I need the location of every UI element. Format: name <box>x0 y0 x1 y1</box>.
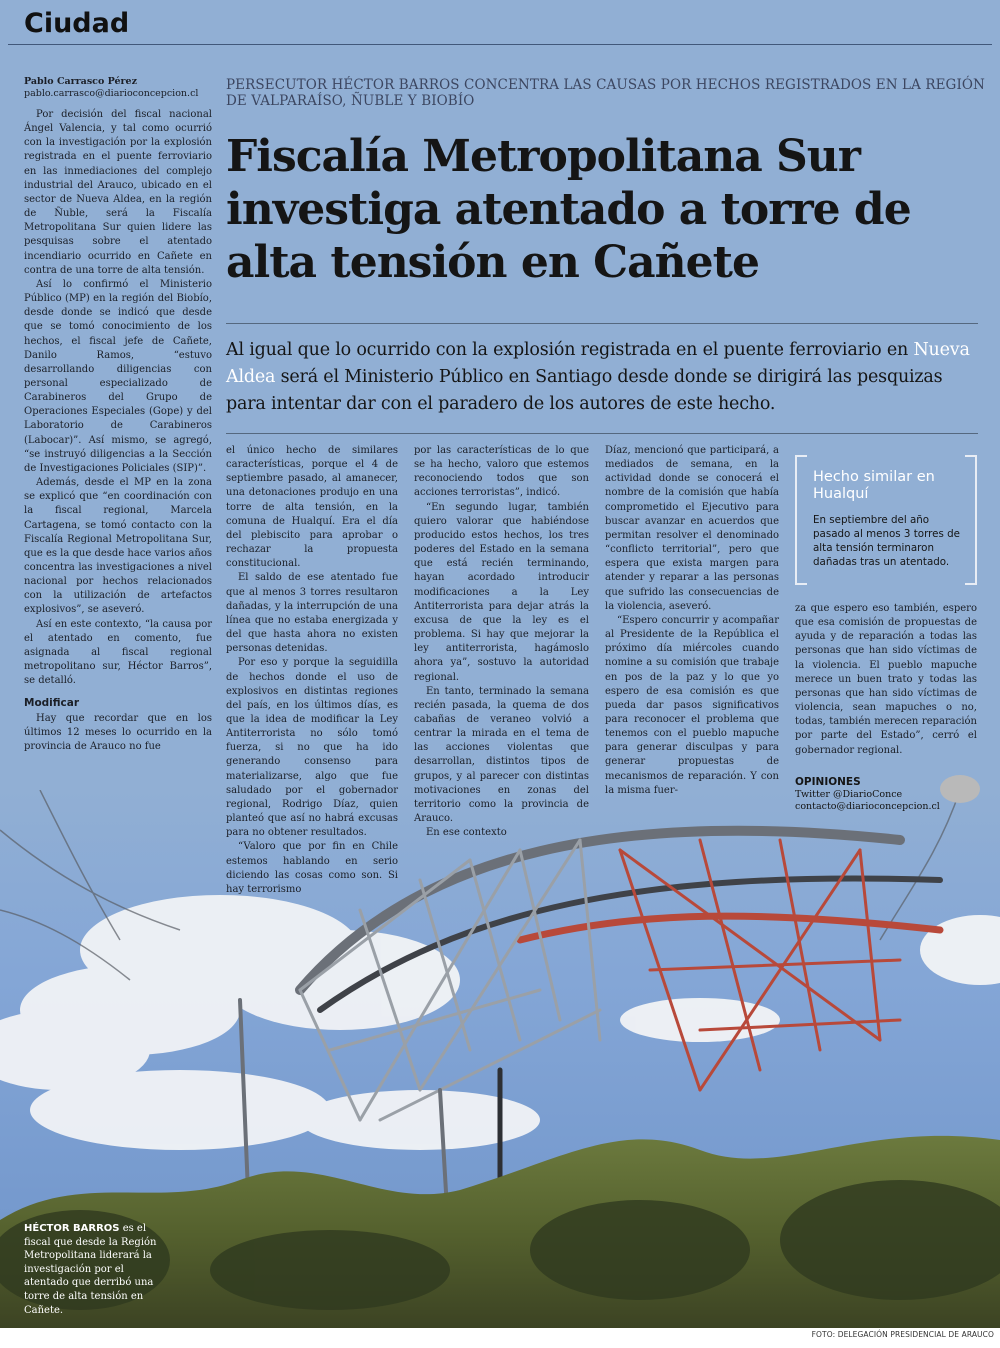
related-box <box>795 455 977 585</box>
column-1 <box>24 108 212 754</box>
kicker: PERSECUTOR HÉCTOR BARROS CONCENTRA LAS CAUSAS POR HECHOS REGISTRADOS EN LA REGIÓN DE VALPARAÍSO, ÑUBLE Y BIOBÍO <box>226 77 985 109</box>
deck-divider <box>226 433 978 434</box>
box-corner <box>797 455 807 457</box>
paragraph: En tanto, terminado la semana recién pasada, la quema de dos cabañas de veraneo volvió a centrar la mirada en el tema de las acciones violentas que desarrollan, distintos tipos de grupos, y al parecer con distintas motivaciones en zonas del territorio como la provincia de Arauco. <box>414 685 589 825</box>
headline <box>226 130 996 289</box>
caption-name: HÉCTOR BARROS <box>24 1223 120 1234</box>
author-email[interactable]: pablo.carrasco@diarioconcepcion.cl <box>24 88 199 99</box>
speech-bubble-icon <box>940 775 980 803</box>
column-2 <box>226 444 398 897</box>
headline-part-2: a torre de alta tensión en Cañete <box>226 184 911 288</box>
column-5 <box>795 602 977 758</box>
opinions-label: OPINIONES <box>795 776 861 788</box>
author-name: Pablo Carrasco Pérez <box>24 76 137 87</box>
paragraph: Así en este contexto, “la causa por el atentado en comento, fue asignada al fiscal regional metropolitano sur, Héctor Barros”, se detalló. <box>24 618 212 687</box>
opinions-twitter[interactable]: Twitter @DiarioConce <box>795 788 903 800</box>
paragraph: el único hecho de similares características, porque el 4 de septiembre pasado, al amanecer, una detonaciones produjo en una torre de alta tensión, en la comuna de Hualquí. Era el día del plebiscito para aprobar o rechazar la propuesta constitucional. <box>226 445 398 570</box>
deck-part-2: será el Ministerio Público en Santiago desde donde se dirigirá las pesquizas para intentar dar con el paradero de los autores de este hecho. <box>226 367 943 414</box>
paragraph: “Espero concurrir y acompañar al Presidente de la República el próximo día miércoles cuando nomine a su comisión que trabaje en pos de la paz y lo que yo espero de esa comisión es que pueda dar pasos significativos para reconocer el problema que tenemos con el pueblo mapuche para generar disculpas y para generar propuestas de mecanismos de reparación. Y con la misma fuer- <box>605 614 779 796</box>
column-3 <box>414 444 589 840</box>
deck <box>226 337 986 418</box>
paragraph: Además, desde el MP en la zona se explicó que “en coordinación con la fiscal regional, Marcela Cartagena, se tomó contacto con la Fiscalía Regional Metropolitana Sur, que es la que desde hace varios años concentra las investigaciones a nivel nacional por hechos relacionados con la utilización de artefactos explosivos”, se aseveró. <box>24 477 212 616</box>
paragraph: Díaz, mencionó que participará, a mediados de semana, en la actividad donde se conocerá el nombre de la comisión que había comprometido el Ejecutivo para buscar avanzar en acuerdos que permitan resolver el denominado “conflicto territorial”, pero que espera que exista margen para atender y reparar a las personas que sufrido las consecuencias de la violencia, aseveró. <box>605 445 779 612</box>
paragraph: Por decisión del fiscal nacional Ángel Valencia, y tal como ocurrió con la investigación por la explosión registrada en el puente ferroviario en las inmediaciones del complejo industrial del Arauco, ubicado en el sector de Nueva Aldea, en la región de Ñuble, será la Fiscalía Metropolitana Sur quien liderе las pesquisas sobre el atentado incendiario ocurrido en Cañete en contra de una torre de alta tensión. <box>24 109 212 276</box>
paragraph: “Valoro que por fin en Chile estemos hablando en serio diciendo las cosas como son. Si hay terrorismo <box>226 841 398 895</box>
deck-highlight: Nueva Aldea <box>226 340 970 387</box>
paragraph: Así lo confirmó el Ministerio Público (MP) en la región del Biobío, desde donde se indicó que desde que se tomó conocimiento de los hechos, el fiscal jefe de Cañete, Danilo Ramos, “estuvo desarrollando diligencias con personal especializado de Carabineros del Grupo de Operaciones Especiales (Gope) y del Laboratorio de Carabineros (Labocar)”. Así mismo, se agregó, “se instruyó diligencias a la Sección de Investigaciones Policiales (SIP)”. <box>24 278 212 474</box>
opinions-block <box>795 776 940 814</box>
paragraph: En ese contexto <box>426 827 507 839</box>
box-title: Hecho similar en Hualquí <box>813 469 935 502</box>
opinions-email[interactable]: contacto@diarioconcepcion.cl <box>795 801 940 812</box>
paragraph: Hay que recordar que en los últimos 12 meses lo ocurrido en la provincia de Arauco no fue <box>24 712 212 752</box>
photo-caption <box>24 1222 159 1317</box>
deck-part-1: Al igual que lo ocurrido con la explosión registrada en el puente ferroviario en <box>226 340 909 360</box>
paragraph: El saldo de ese atentado fue que al menos 3 torres resultaron dañadas, y la interrupción de una línea que no estaba energizada y del que hasta ahora no existen personas detenidas. <box>226 572 398 655</box>
photo-credit: FOTO: DELEGACIÓN PRESIDENCIAL DE ARAUCO <box>811 1330 994 1339</box>
box-corner <box>797 583 807 585</box>
box-text: En septiembre del año pasado al menos 3 torres de alta tensión terminaron dañadas tras un atentado. <box>813 514 960 568</box>
paragraph: “En segundo lugar, también quiero valorar que habiéndose producido estos hechos, los tres poderes del Estado en la semana que está recién terminando, hayan acordado introducir modificaciones a la Ley Antiterrorista para dejar atrás la excusa de que la ley es el problema. Si hay que mejorar la ley antiterrorista, hagámoslo ahora ya”, sostuvo la autoridad regional. <box>414 501 589 683</box>
paragraph: por las características de lo que se ha hecho, valoro que estemos reconociendo todos que son acciones terroristas”, indicó. <box>414 445 589 499</box>
headline-bold: investiga atentado <box>226 184 665 235</box>
box-corner <box>965 583 975 585</box>
caption-text: es el fiscal que desde la Región Metropolitana liderará la investigación por el atentado que derribó una torre de alta tensión en Cañete. <box>24 1223 157 1316</box>
subheading: Modificar <box>24 697 80 710</box>
paragraph: za que espero eso también, espero que esa comisión de propuestas de ayuda y de reparación a todas las personas que han sido víctimas de la violencia. El pueblo mapuche merece un buen trato y todas las personas que han sido víctimas de violencia, sean mapuches o no, todas, también merecen reparación por parte del Estado”, cerró el gobernador regional. <box>795 603 977 756</box>
section-divider <box>8 44 992 45</box>
paragraph: Por eso y porque la seguidilla de hechos donde el uso de explosivos en distintas regiones del país, en los últimos días, es que la idea de modificar la Ley Antiterrorista no sólo tomó fuerza, si no que ha ido generando consenso para materializarse, algo que fue saludado por el gobernador regional, Rodrigo Díaz, quien planteó que así no habrá excusas para no obtener resultados. <box>226 657 398 839</box>
byline <box>24 76 198 100</box>
headline-divider <box>226 323 978 324</box>
box-corner <box>965 455 975 457</box>
section-label: Ciudad <box>24 8 130 39</box>
headline-part-1: Fiscalía Metropolitana Sur <box>226 131 860 182</box>
column-4 <box>605 444 779 798</box>
